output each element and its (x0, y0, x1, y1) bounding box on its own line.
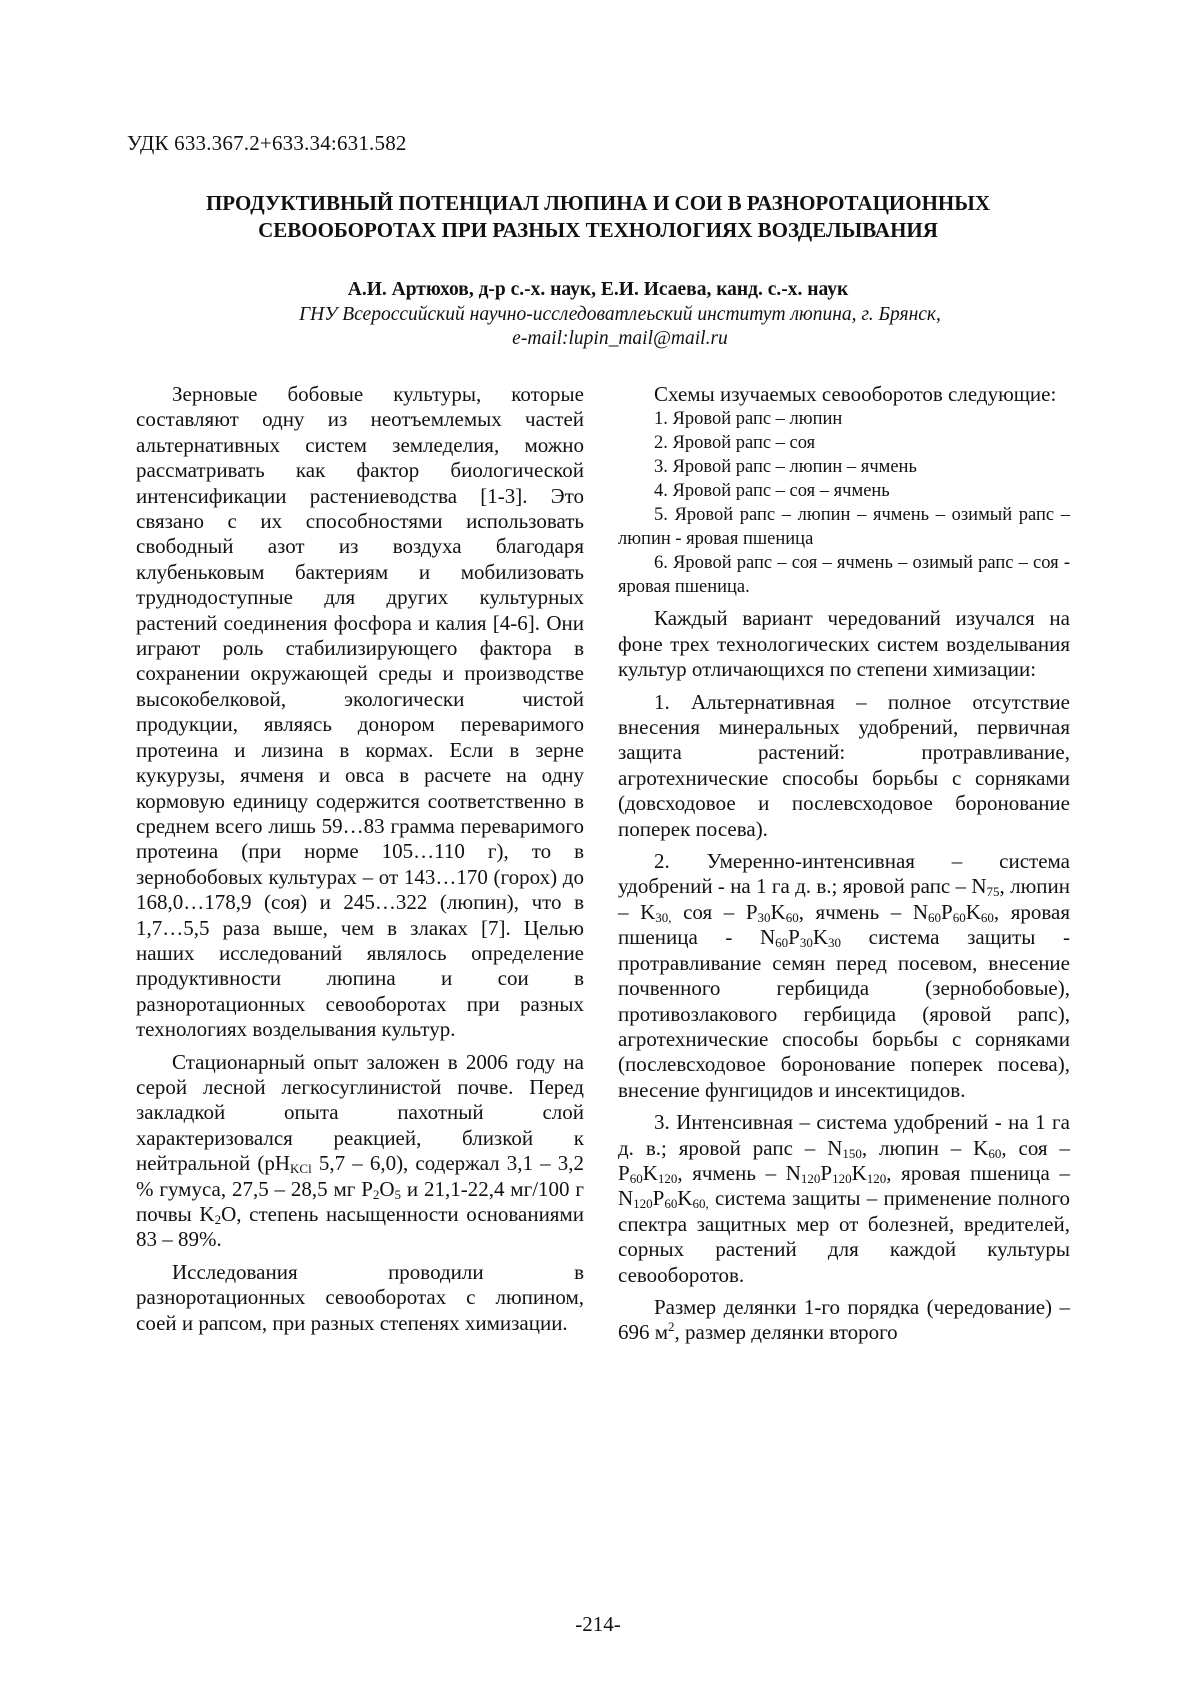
rotation-item: 5. Яровой рапс – люпин – ячмень – озимый рапс – люпин - яровая пшеница (618, 505, 1070, 550)
affiliation (120, 303, 1120, 351)
udc-code: УДК 633.367.2+633.34:631.582 (127, 131, 407, 155)
rotation-item: 2. Яровой рапс – соя (654, 433, 816, 454)
article-title: ПРОДУКТИВНЫЙ ПОТЕНЦИАЛ ЛЮПИНА И СОИ В РАЗНОРОТАЦИОННЫХ СЕВООБОРОТАХ ПРИ РАЗНЫХ ТЕХНОЛОГИЯХ ВОЗДЕЛЫВАНИЯ (205, 191, 991, 242)
paragraph-research: Исследования проводили в разноротационных севооборотах с люпином, соей и рапсом, при разных степенях химизации. (136, 1259, 584, 1335)
paragraph-intro: Зерновые бобовые культуры, которые составляют одну из неотъемлемых частей альтернативных систем земледелия, можно рассматривать как фактор биологической интенсификации растениеводства [1-3]. Это связано с их способностями использовать свободный азот из воздуха благодаря клубеньковым бактериям и мобилизовать труднодоступные для других культурных растений соединения фосфора и калия [4-6]. Они играют роль стабилизирующего фактора в сохранении окружающей среды и производстве высокобелковой, экологически чистой продукции, являясь донором переваримого протеина и лизина в кормах. Если в зерне кукурузы, ячменя и овса в расчете на одну кормовую единицу содержится соответственно в среднем всего лишь 59…83 грамма переваримого протеина (при норме 105…110 г), то в зернобобовых культурах – от 143…170 (горох) до 168,0…178,9 (соя) и 245…322 (люпин), что в 1,7…5,5 раза выше, чем в злаках [7]. Целью наших исследований являлось определение продуктивности люпина и сои в разноротационных севооборотах при разных технологиях возделывания культур. (136, 382, 584, 1042)
right-column (618, 382, 1070, 1346)
rotation-item: 4. Яровой рапс – соя – ячмень (654, 481, 890, 502)
rotation-item: 1. Яровой рапс – люпин (654, 409, 843, 430)
paragraph-moderate: 2. Умеренно-интенсивная – система удобрений - на 1 га д. в.; яровой рапс – $N_{75}$, люпин – $K_{30,}$ соя – $P_{30}K_{60}$, ячмень – $N_{60}P_{60}K_{60}$, яровая пшеница - $N_{60}P_{30}K_{30}$ система защиты - протравливание семян перед посевом, внесение почвенного гербицида (зернобобовые), противозлакового гербицида (яровой рапс), агротехнические способы борьбы с сорняками (послевсходовое боронование поперек посева), внесение фунгицидов и инсектицидов. (618, 849, 1071, 1102)
rotation-list (618, 407, 1070, 599)
paragraph-plot-size: Размер делянки 1-го порядка (чередование) – 696 $м^2$, размер делянки второго (618, 1294, 1070, 1345)
rotation-item: 3. Яровой рапс – люпин – ячмень (654, 457, 917, 478)
affiliation-email: e-mail:lupin_mail@mail.ru (512, 328, 728, 349)
affiliation-institute: ГНУ Всероссийский научно-исследоватлеьский институт люпина, г. Брянск, (299, 304, 941, 325)
rotation-item: 6. Яровой рапс – соя – ячмень – озимый рапс – соя - яровая пшеница. (618, 553, 1070, 598)
paragraph-technologies: Каждый вариант чередований изучался на фоне трех технологических систем возделывания культур отличающихся по степени химизации: (618, 606, 1070, 682)
page-number: -214- (575, 1612, 621, 1636)
paragraph-intensive: 3. Интенсивная – система удобрений - на 1 га д. в.; яровой рапс – $N_{150}$, люпин – $K_{60}$, соя – $P_{60}K_{120}$, ячмень – $N_{120}P_{120}K_{120}$, яровая пшеница – $N_{120}P_{60}K_{60,}$ система защиты – применение полного спектра защитных мер от болезней, вредителей, сорных растений для каждой культуры севооборотов. (618, 1110, 1071, 1287)
paragraph-schemes-intro: Схемы изучаемых севооборотов следующие: (654, 382, 1057, 406)
left-column (136, 382, 584, 1336)
authors: А.И. Артюхов, д-р с.-х. наук, Е.И. Исаева, канд. с.-х. наук (347, 279, 849, 300)
paragraph-alternative: 1. Альтернативная – полное отсутствие внесения минеральных удобрений, первичная защита растений: протравливание, агротехнические способы борьбы с сорняками (довсходовое и послевсходовое боронование поперек посева). (618, 689, 1070, 841)
paragraph-experiment: Стационарный опыт заложен в 2006 году на серой лесной легкосуглинистой почве. Перед закладкой опыта пахотный слой характеризовался реакцией, близкой к нейтральной ($pH_{KCl}$ 5,7 – 6,0), содержал 3,1 – 3,2 % гумуса, 27,5 – 28,5 мг $P_2O_5$ и 21,1-22,4 мг/100 г почвы $K_2O$, степень насыщенности основаниями 83 – 89%. (136, 1049, 584, 1252)
